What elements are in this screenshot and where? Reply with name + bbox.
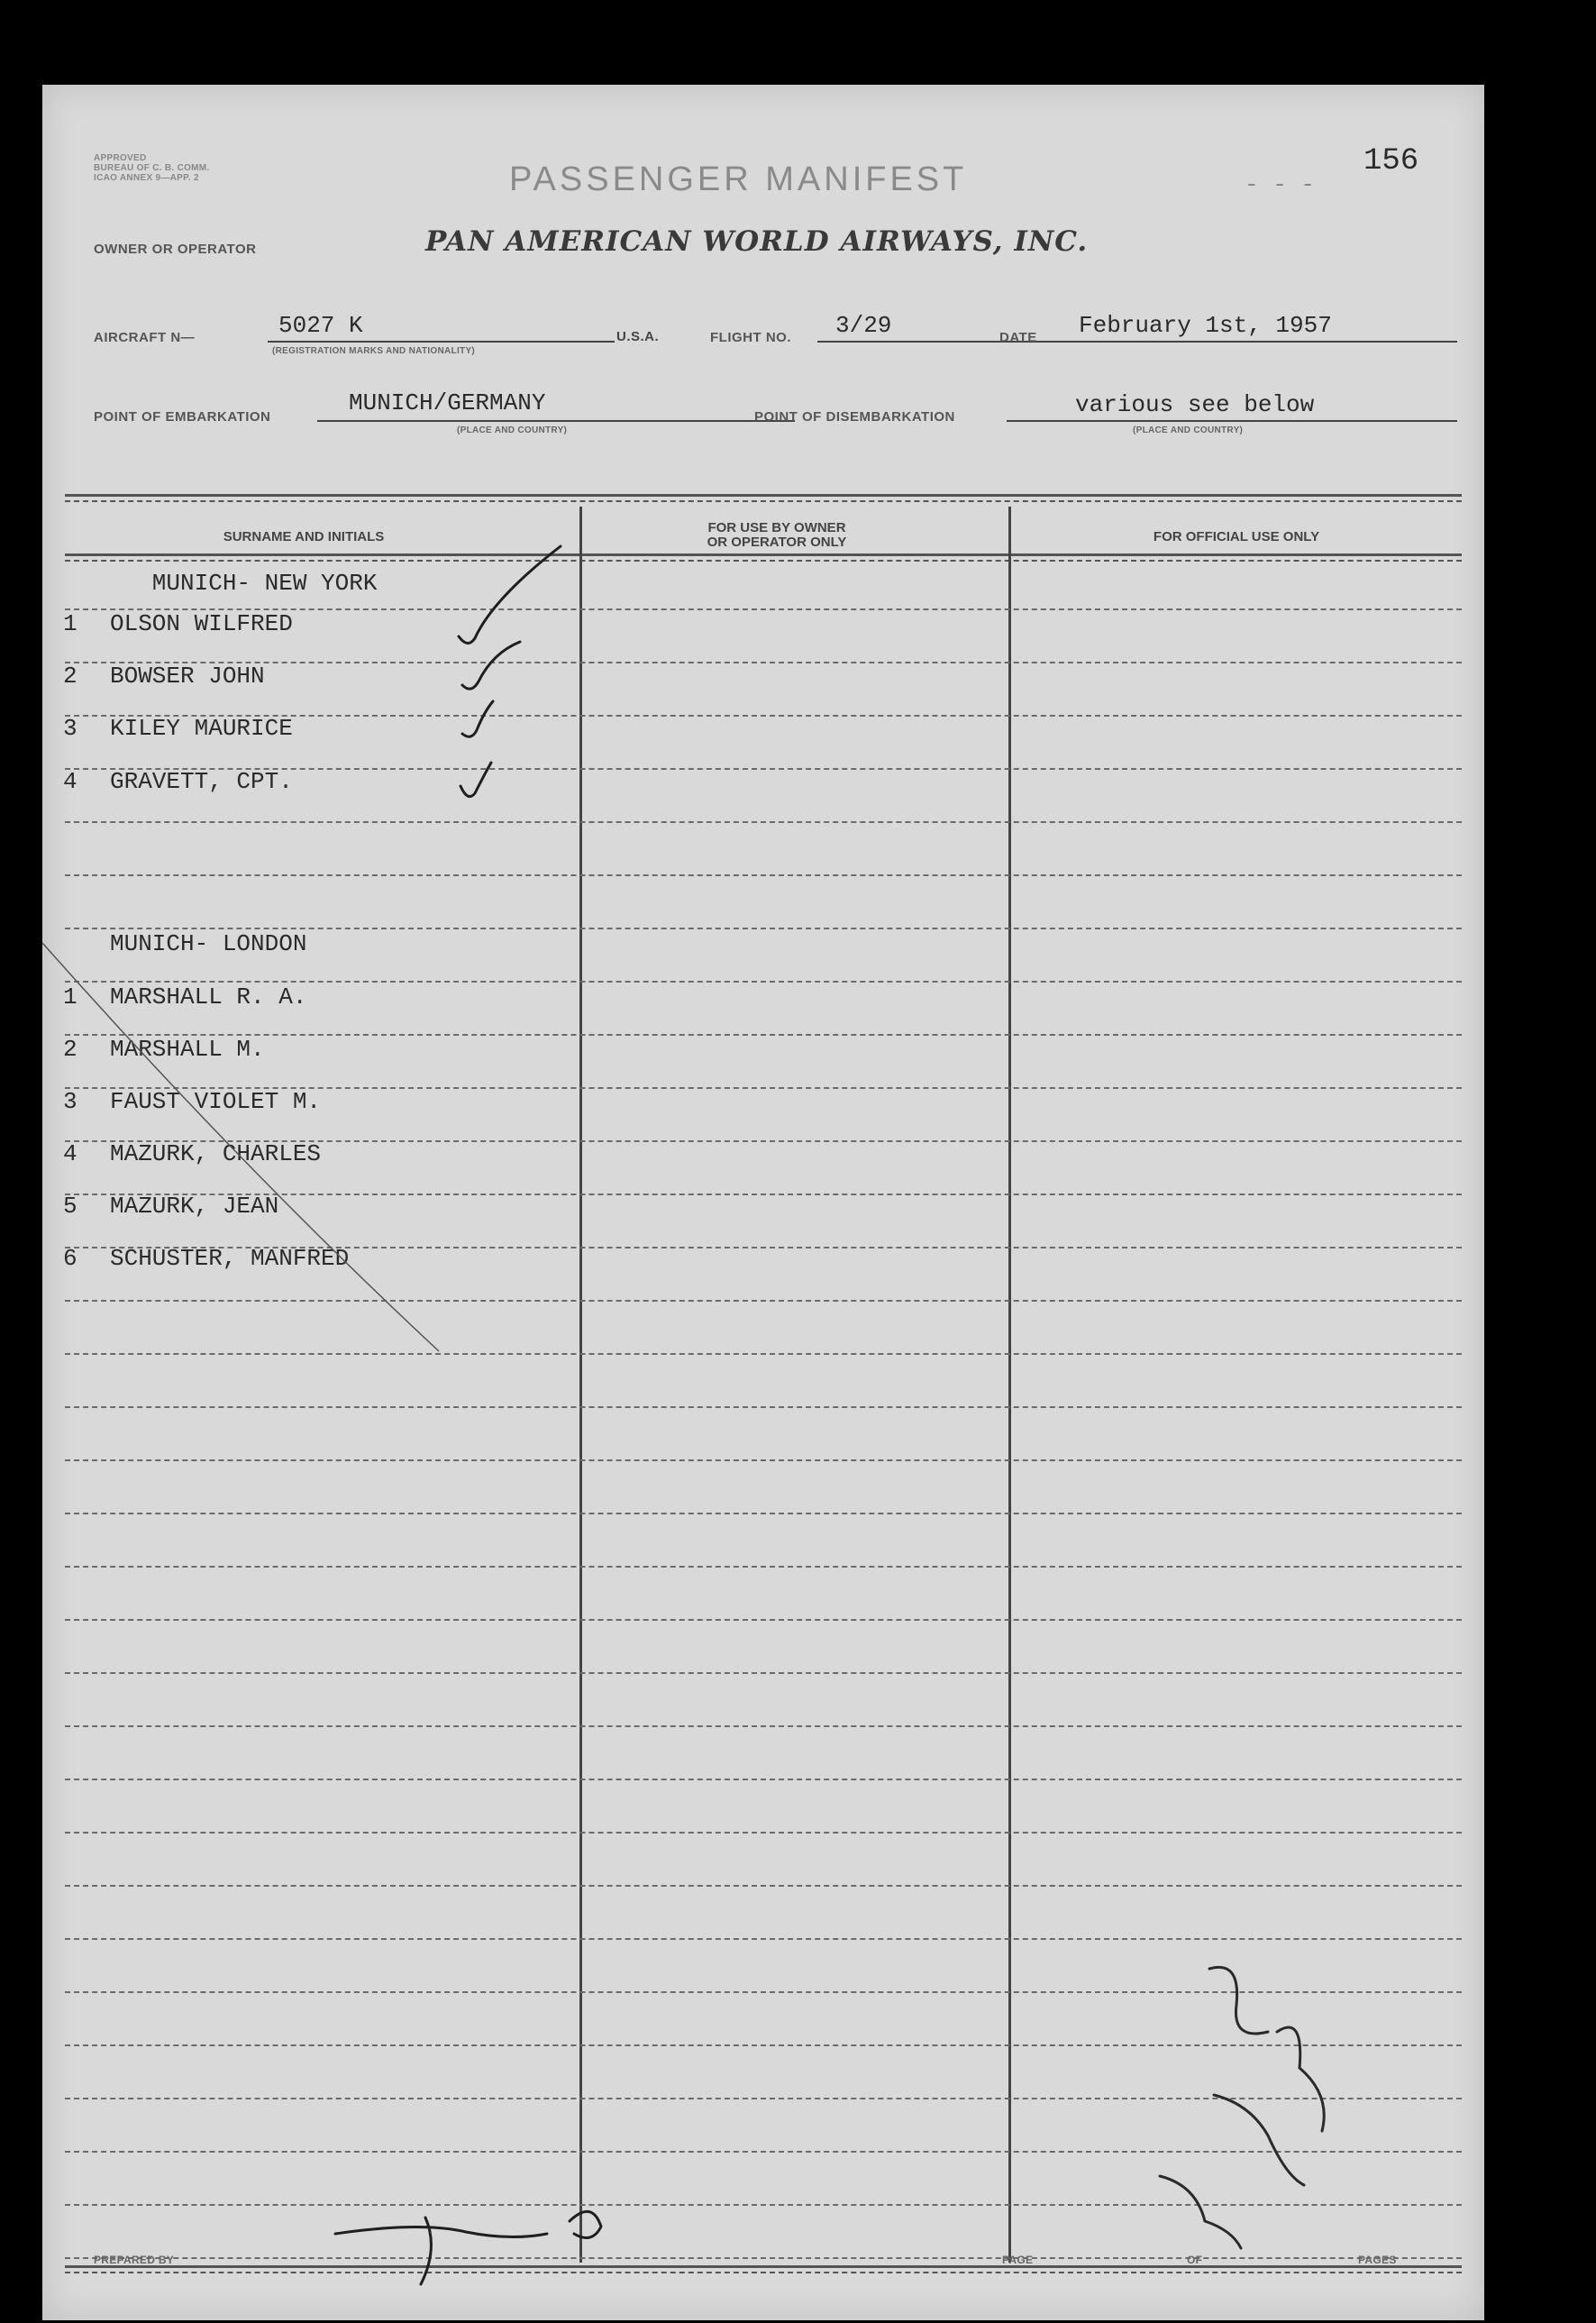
passenger-name: BOWSER JOHN — [110, 663, 265, 690]
aircraft-value: 5027 K — [278, 312, 363, 339]
passenger-name: MAZURK, CHARLES — [110, 1140, 322, 1167]
dash-mark: - - - — [1245, 171, 1316, 198]
signature-scribble — [335, 2211, 601, 2284]
row-number: 4 — [63, 768, 78, 795]
passenger-name: GRAVETT, CPT. — [110, 768, 293, 795]
passenger-name: MAZURK, JEAN — [110, 1193, 279, 1220]
row-number: 3 — [63, 1088, 78, 1115]
registration-caption: (REGISTRATION MARKS AND NATIONALITY) — [272, 346, 476, 356]
country-label: U.S.A. — [616, 329, 660, 344]
row-number: 1 — [63, 983, 78, 1011]
passenger-name: MARSHALL R. A. — [110, 983, 307, 1011]
approval-line-3: ICAO ANNEX 9—APP. 2 — [94, 173, 199, 183]
row-number: 2 — [63, 1036, 78, 1063]
passenger-name: OLSON WILFRED — [110, 610, 293, 637]
company-name: PAN AMERICAN WORLD AIRWAYS, INC. — [425, 225, 1089, 258]
approval-line-2: BUREAU OF C. B. COMM. — [94, 163, 210, 173]
handwritten-marks — [42, 85, 1484, 2320]
checkmark-icon — [461, 763, 491, 797]
flight-label: FLIGHT NO. — [710, 330, 791, 345]
disembarkation-caption: (PLACE AND COUNTRY) — [1133, 425, 1244, 435]
date-label: DATE — [999, 330, 1037, 345]
annotation-scribble — [1160, 1967, 1324, 2248]
aircraft-label: AIRCRAFT N— — [94, 330, 196, 345]
manifest-page — [42, 85, 1484, 2320]
owner-label: OWNER OR OPERATOR — [94, 242, 257, 257]
row-number: 1 — [63, 610, 78, 637]
pages-label: PAGES — [1358, 2254, 1397, 2266]
header-surname: SURNAME AND INITIALS — [223, 529, 385, 544]
flight-value: 3/29 — [835, 312, 892, 339]
row-number: 5 — [63, 1193, 78, 1220]
date-value: February 1st, 1957 — [1079, 312, 1332, 339]
stray-diagonal-line — [42, 943, 439, 1351]
checkmark-icon — [462, 701, 493, 736]
row-number: 2 — [63, 663, 78, 690]
embarkation-label: POINT OF EMBARKATION — [94, 409, 271, 425]
embarkation-value: MUNICH/GERMANY — [349, 389, 546, 416]
header-operator-use: FOR USE BY OWNER OR OPERATOR ONLY — [707, 520, 847, 550]
row-number: 6 — [63, 1245, 78, 1272]
passenger-name: FAUST VIOLET M. — [110, 1088, 322, 1115]
passenger-name: MUNICH- NEW YORK — [110, 570, 378, 597]
passenger-name: MUNICH- LONDON — [110, 930, 307, 957]
form-title: PASSENGER MANIFEST — [509, 160, 968, 198]
page-number: 156 — [1363, 144, 1419, 178]
row-number: 3 — [63, 715, 78, 742]
passenger-name: SCHUSTER, MANFRED — [110, 1245, 350, 1272]
header-official-use: FOR OFFICIAL USE ONLY — [1153, 529, 1320, 544]
page-label: PAGE — [1002, 2254, 1034, 2266]
of-label: OF — [1187, 2254, 1203, 2266]
embarkation-caption: (PLACE AND COUNTRY) — [457, 425, 568, 435]
passenger-name: MARSHALL M. — [110, 1036, 265, 1063]
approval-line-1: APPROVED — [94, 153, 147, 163]
checkmark-icon — [459, 546, 561, 644]
passenger-name: KILEY MAURICE — [110, 715, 293, 742]
checkmark-icon — [462, 642, 520, 689]
prepared-by-label: PREPARED BY — [94, 2254, 175, 2266]
row-number: 4 — [63, 1140, 78, 1167]
disembarkation-value: various see below — [1075, 391, 1315, 418]
disembarkation-label: POINT OF DISEMBARKATION — [754, 409, 955, 425]
